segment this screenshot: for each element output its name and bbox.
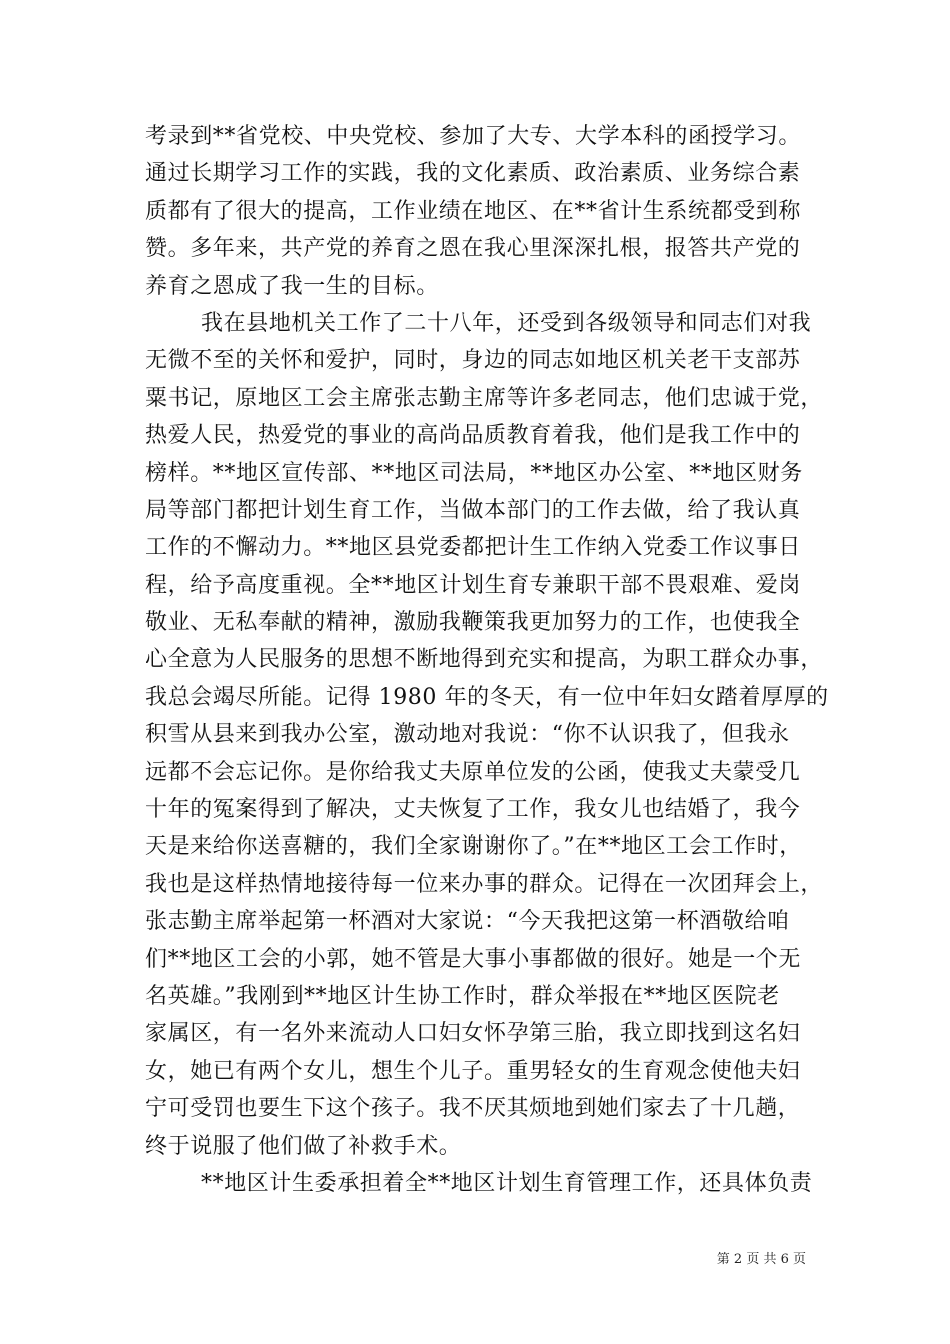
text-line: 我总会竭尽所能。记得 1980 年的冬天，有一位中年妇女踏着厚厚的 [145, 684, 829, 710]
text-line: 程，给予高度重视。全**地区计划生育专兼职干部不畏艰难、爱岗 [145, 572, 802, 598]
text-line: 榜样。**地区宣传部、**地区司法局，**地区办公室、**地区财务 [145, 460, 803, 486]
text-line: 质都有了很大的提高，工作业绩在地区、在**省计生系统都受到称 [145, 198, 802, 224]
text-line: 局等部门都把计划生育工作，当做本部门的工作去做，给了我认真 [145, 497, 801, 523]
body-text [145, 118, 829, 1202]
text-line: 张志勤主席举起第一杯酒对大家说：“今天我把这第一杯酒敬给咱 [145, 909, 790, 935]
text-line: 们**地区工会的小郭，她不管是大事小事都做的很好。她是一个无 [145, 946, 802, 972]
text-line: 女，她已有两个女儿，想生个儿子。重男轻女的生育观念使他夫妇 [145, 1058, 801, 1084]
text-line: 远都不会忘记你。是你给我丈夫原单位发的公函，使我丈夫蒙受几 [145, 759, 801, 785]
text-line: 粟书记，原地区工会主席张志勤主席等许多老同志，他们忠诚于党， [145, 385, 824, 411]
text-line: 宁可受罚也要生下这个孩子。我不厌其烦地到她们家去了十几趟， [145, 1096, 801, 1122]
text-line: 我在县地机关工作了二十八年，还受到各级领导和同志们对我 [201, 310, 812, 336]
text-line: 心全意为人民服务的思想不断地得到充实和提高，为职工群众办事， [145, 647, 824, 673]
text-line: 终于说服了他们做了补救手术。 [145, 1133, 462, 1159]
page-number-footer: 第 2 页 共 6 页 [716, 1252, 806, 1267]
text-line: 无微不至的关怀和爱护，同时，身边的同志如地区机关老干支部苏 [145, 348, 801, 374]
text-line: 热爱人民，热爱党的事业的高尚品质教育着我，他们是我工作中的 [145, 423, 801, 449]
text-line: 考录到**省党校、中央党校、参加了大专、大学本科的函授学习。 [145, 124, 802, 149]
text-line: 通过长期学习工作的实践，我的文化素质、政治素质、业务综合素 [145, 161, 801, 187]
text-line: 我也是这样热情地接待每一位来办事的群众。记得在一次团拜会上， [145, 871, 824, 897]
text-line: 家属区，有一名外来流动人口妇女怀孕第三胎，我立即找到这名妇 [145, 1021, 801, 1047]
text-line: 名英雄。”我刚到**地区计生协工作时，群众举报在**地区医院老 [145, 983, 780, 1009]
text-line: **地区计生委承担着全**地区计划生育管理工作，还具体负责 [201, 1170, 813, 1196]
text-line: 积雪从县来到我办公室，激动地对我说：“你不认识我了，但我永 [145, 722, 790, 748]
text-line: 天是来给你送喜糖的，我们全家谢谢你了。”在**地区工会工作时， [145, 834, 802, 860]
text-line: 工作的不懈动力。**地区县党委都把计生工作纳入党委工作议事日 [145, 535, 802, 561]
text-line: 赞。多年来，共产党的养育之恩在我心里深深扎根，报答共产党的 [145, 236, 801, 262]
text-line: 敬业、无私奉献的精神，激励我鞭策我更加努力的工作，也使我全 [145, 610, 801, 636]
text-line: 十年的冤案得到了解决，丈夫恢复了工作，我女儿也结婚了，我今 [145, 797, 801, 823]
text-line: 养育之恩成了我一生的目标。 [145, 273, 439, 299]
